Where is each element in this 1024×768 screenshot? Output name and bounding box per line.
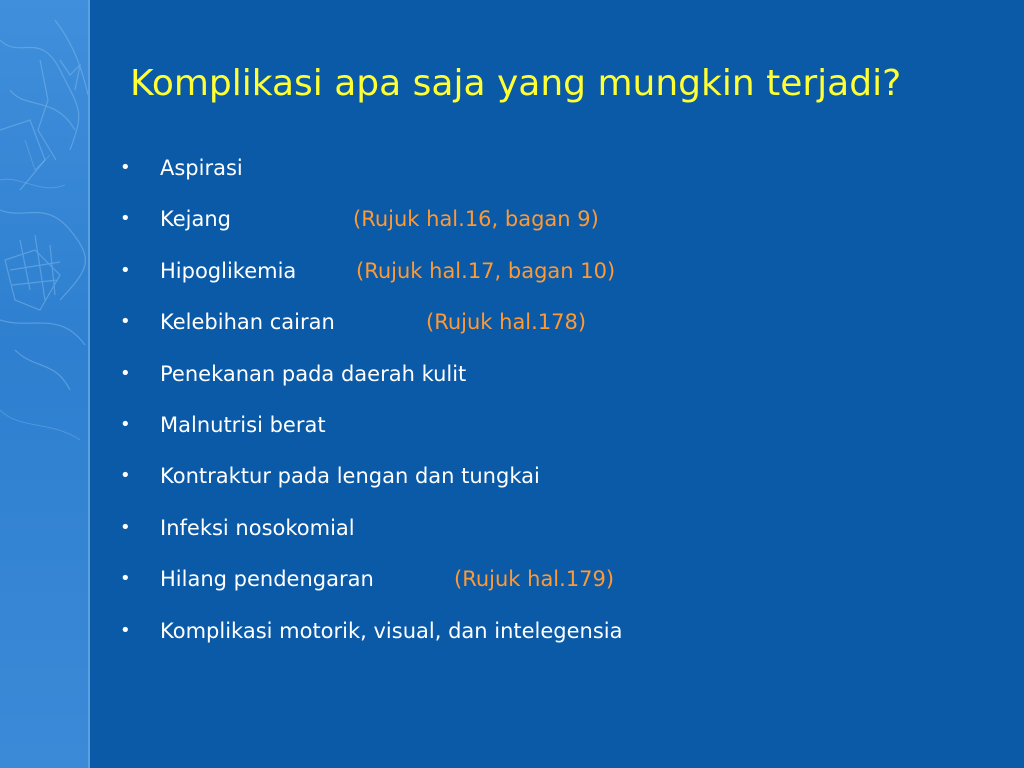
list-item-text: Komplikasi motorik, visual, dan intelegensia [160, 618, 623, 643]
decorative-sketch-illustration [0, 0, 88, 768]
list-item-text: Kejang [160, 207, 231, 232]
page-reference: (Rujuk hal.179) [454, 567, 615, 592]
complication-list [120, 148, 1000, 662]
list-item-text: Malnutrisi berat [160, 412, 326, 437]
list-item-text: Kelebihan cairan [160, 310, 335, 335]
bullet-point-icon: • [120, 362, 131, 384]
list-item-text: Aspirasi [160, 156, 243, 180]
list-item-text: Penekanan pada daerah kulit [160, 361, 467, 386]
side-panel-edge [88, 0, 90, 768]
list-item [120, 302, 1000, 353]
page-reference: (Rujuk hal.178) [426, 310, 587, 335]
list-item-text: Hilang pendengaran [160, 567, 374, 592]
list-item [120, 508, 1000, 559]
slide-title: Komplikasi apa saja yang mungkin terjadi? [130, 63, 902, 104]
list-item [120, 405, 1000, 456]
bullet-point-icon: • [120, 465, 131, 487]
list-item [120, 456, 1000, 507]
list-item [120, 611, 1000, 662]
decorative-side-panel [0, 0, 88, 768]
list-item-text: Hipoglikemia [160, 258, 297, 283]
bullet-point-icon: • [120, 311, 131, 333]
bullet-point-icon: • [120, 157, 131, 178]
list-item [120, 354, 1000, 405]
page-reference: (Rujuk hal.17, bagan 10) [356, 258, 616, 283]
page-reference: (Rujuk hal.16, bagan 9) [353, 207, 599, 232]
list-item [120, 559, 1000, 610]
bullet-point-icon: • [120, 259, 131, 281]
list-item [120, 148, 1000, 199]
bullet-point-icon: • [120, 413, 131, 435]
bullet-point-icon: • [120, 619, 131, 641]
list-item [120, 251, 1000, 302]
list-item-text: Infeksi nosokomial [160, 515, 355, 540]
bullet-point-icon: • [120, 208, 131, 230]
bullet-point-icon: • [120, 568, 131, 590]
bullet-point-icon: • [120, 516, 131, 538]
list-item [120, 199, 1000, 250]
list-item-text: Kontraktur pada lengan dan tungkai [160, 464, 540, 489]
